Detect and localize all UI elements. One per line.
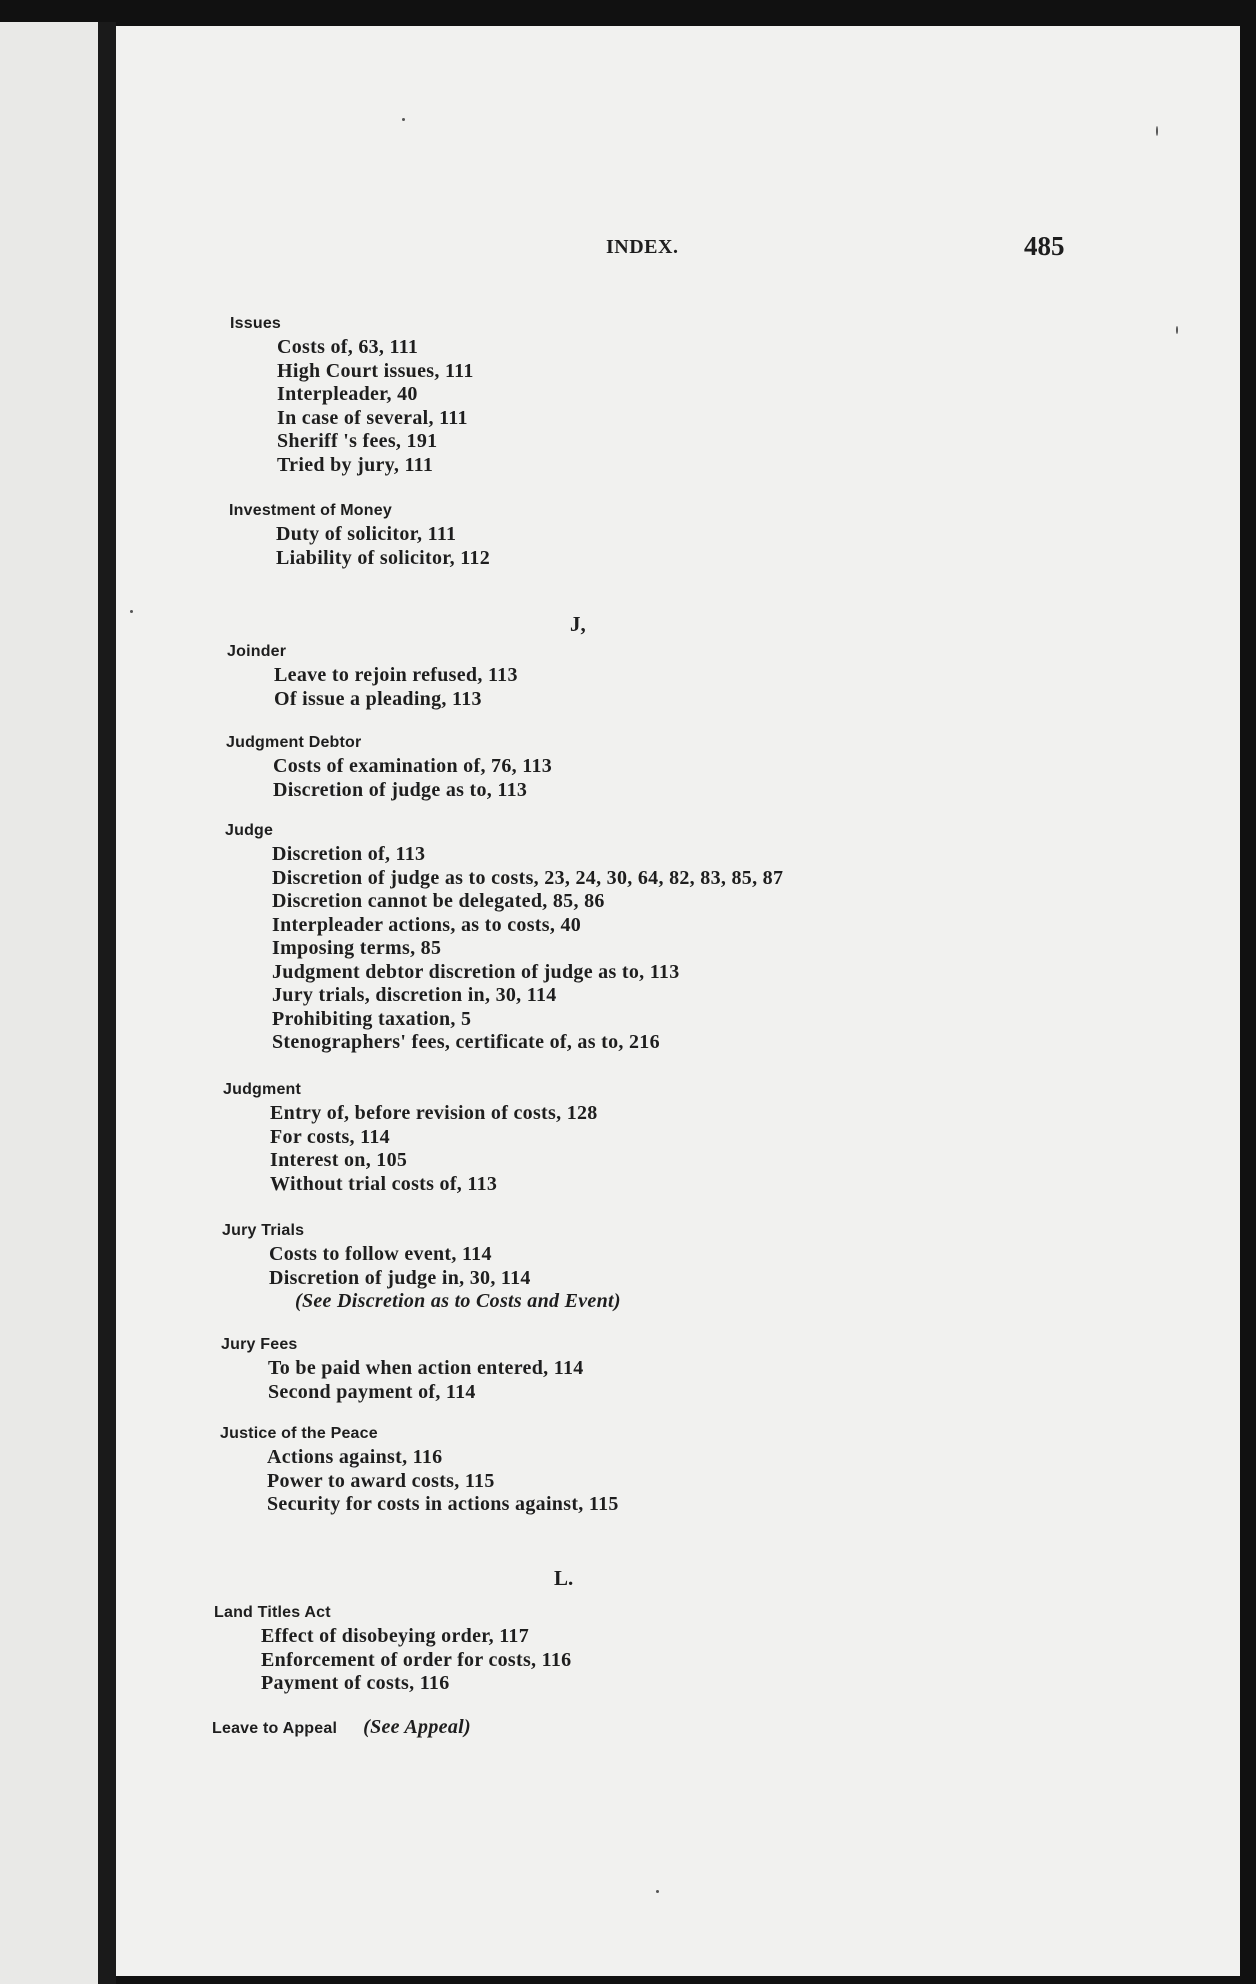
subentry: In case of several, 111 [277, 406, 468, 429]
subentry: Jury trials, discretion in, 30, 114 [272, 984, 557, 1006]
scan-speck [402, 118, 405, 121]
entry-subheadings [276, 523, 490, 570]
subentry: Effect of disobeying order, 117 [261, 1625, 529, 1647]
entry-subheadings [267, 1446, 619, 1517]
facing-page-edge [0, 22, 98, 1984]
subentry: Payment of costs, 116 [261, 1672, 450, 1694]
subentry: Enforcement of order for costs, 116 [261, 1648, 572, 1671]
subentry: To be paid when action entered, 114 [268, 1357, 584, 1379]
entry-heading: Jury Fees [221, 1336, 298, 1353]
cross-reference: (See Appeal) [363, 1716, 471, 1738]
entry-subheadings [269, 1243, 621, 1314]
entry-subheadings [270, 1102, 598, 1196]
subentry: For costs, 114 [270, 1125, 390, 1148]
entry-heading: Jury Trials [222, 1222, 305, 1239]
section-letter-l: L. [554, 1566, 574, 1590]
subentry: Without trial costs of, 113 [270, 1172, 498, 1195]
subentry: Discretion of judge as to costs, 23, 24, 30, 64, 82, 83, 85, 87 [272, 866, 784, 889]
index-entry-joinder [227, 640, 518, 711]
subentry: Liability of solicitor, 112 [276, 546, 491, 569]
subentry: Costs of, 63, 111 [277, 336, 419, 358]
book-gutter [98, 22, 116, 1984]
subentry: Stenographers' fees, certificate of, as to, 216 [272, 1031, 660, 1053]
subentry: Second payment of, 114 [268, 1380, 476, 1403]
subentry: Power to award costs, 115 [267, 1469, 495, 1492]
entry-heading: Joinder [227, 643, 287, 660]
index-entry-land-titles-act [214, 1601, 571, 1696]
entry-heading: Land Titles Act [214, 1604, 331, 1621]
subentry: Discretion of judge in, 30, 114 [269, 1266, 531, 1289]
scan-speck [130, 610, 133, 613]
entry-subheadings [273, 755, 552, 802]
scan-speck [656, 1890, 659, 1893]
index-page [116, 26, 1240, 1976]
cross-reference: (See Discretion as to Costs and Event) [295, 1290, 621, 1312]
scan-speck [1156, 126, 1158, 136]
entry-subheadings [274, 664, 518, 711]
subentry: Prohibiting taxation, 5 [272, 1007, 472, 1030]
entry-subheadings [268, 1357, 584, 1404]
subentry: Discretion of, 113 [272, 843, 426, 865]
subentry: Tried by jury, 111 [277, 453, 434, 476]
index-entry-investment-of-money [229, 499, 490, 570]
scan-speck [1176, 326, 1178, 334]
subentry: Discretion of judge as to, 113 [273, 778, 528, 801]
subentry: Entry of, before revision of costs, 128 [270, 1102, 598, 1124]
subentry: Costs to follow event, 114 [269, 1243, 492, 1265]
entry-subheadings [277, 336, 474, 477]
entry-subheadings [272, 843, 783, 1055]
entry-heading: Judgment Debtor [226, 734, 362, 751]
subentry: Actions against, 116 [267, 1446, 443, 1468]
entry-heading: Judge [225, 822, 274, 839]
section-letter-j: J, [570, 612, 586, 636]
entry-heading: Justice of the Peace [220, 1425, 378, 1442]
index-entry-jury-trials [222, 1219, 621, 1314]
index-entry-judge [225, 819, 783, 1055]
page-number: 485 [1024, 231, 1065, 261]
subentry: Sheriff 's fees, 191 [277, 430, 438, 452]
subentry: High Court issues, 111 [277, 359, 474, 382]
entry-subheadings [261, 1625, 571, 1696]
subentry: Costs of examination of, 76, 113 [273, 755, 553, 777]
index-entry-jury-fees [221, 1333, 584, 1404]
index-entry-issues [230, 312, 474, 477]
entry-heading: Leave to Appeal [212, 1720, 338, 1737]
entry-heading: Issues [230, 315, 282, 332]
subentry: Imposing terms, 85 [272, 937, 442, 959]
index-entry-judgment-debtor [226, 731, 552, 802]
entry-heading: Investment of Money [229, 502, 392, 519]
subentry: Judgment debtor discretion of judge as to, 113 [272, 960, 680, 983]
entry-heading: Judgment [223, 1081, 302, 1098]
index-entry-judgment [223, 1078, 598, 1196]
index-entry-leave-to-appeal [212, 1716, 471, 1741]
subentry: Interpleader, 40 [277, 383, 418, 405]
subentry: Leave to rejoin refused, 113 [274, 664, 518, 686]
subentry: Discretion cannot be delegated, 85, 86 [272, 890, 605, 912]
subentry: Interpleader actions, as to costs, 40 [272, 913, 582, 936]
subentry: Duty of solicitor, 111 [276, 523, 457, 545]
subentry: Security for costs in actions against, 115 [267, 1493, 619, 1515]
subentry: Interest on, 105 [270, 1149, 408, 1171]
index-entry-justice-of-the-peace [220, 1422, 619, 1517]
subentry: Of issue a pleading, 113 [274, 687, 482, 710]
running-head: INDEX. [606, 236, 679, 258]
